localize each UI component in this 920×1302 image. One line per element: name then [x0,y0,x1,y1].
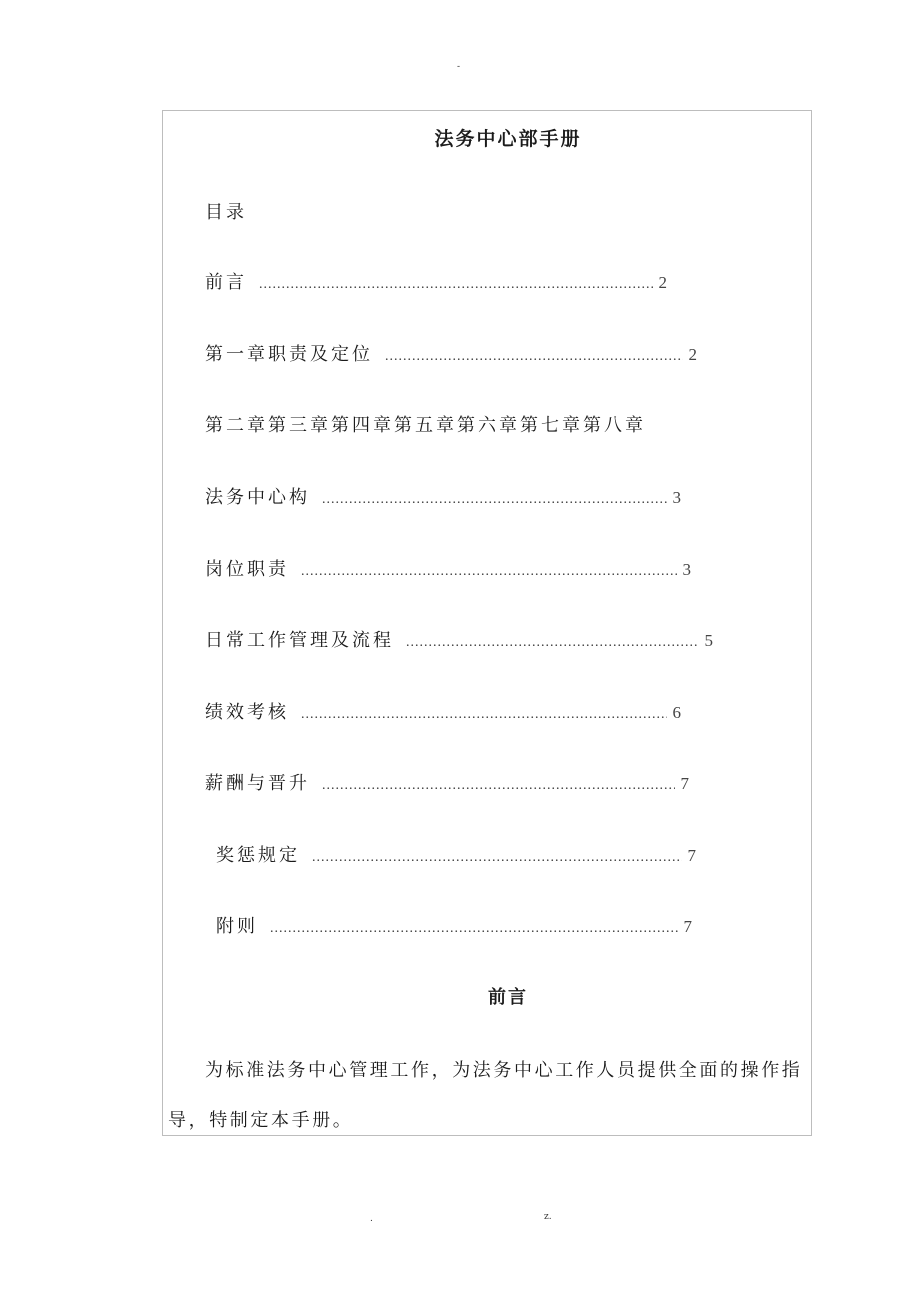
toc-page-number: 2 [658,273,667,292]
toc-entry-label: 前言 [205,272,247,293]
body-paragraph: 为标准法务中心管理工作，为法务中心工作人员提供全面的操作指导，特制定本手册。 [168,1060,803,1131]
section-heading: 前言 [488,987,528,1008]
toc-entry[interactable] [205,268,667,292]
toc-page-number: 2 [688,345,697,364]
toc-entry[interactable] [205,698,681,722]
toc-page-number: 5 [704,631,713,650]
toc-leader-dots [301,707,667,723]
toc-leader-dots [385,349,683,365]
toc-entry-label: 薪酬与晋升 [205,773,310,794]
toc-leader-dots [301,564,677,580]
toc-page-number: 3 [672,488,681,507]
toc-entry[interactable] [205,626,713,650]
toc-entry[interactable] [205,555,691,579]
toc-leader-dots [322,778,675,794]
toc-entry-label: 附则 [216,916,258,937]
toc-entry-label: 岗位职责 [205,559,289,580]
toc-page-number: 7 [680,774,689,793]
toc-page-number: 6 [672,703,681,722]
toc-page-number: 3 [682,560,691,579]
toc-leader-dots [259,277,653,293]
toc-page-number: 7 [687,846,696,865]
header-mark: - [457,62,461,72]
toc-leader-dots [312,850,682,866]
toc-entry[interactable] [205,411,646,437]
toc-entry-label: 奖惩规定 [216,845,300,866]
footer-mark-left: . [370,1214,373,1224]
toc-entry-label: 日常工作管理及流程 [205,630,394,651]
toc-entry[interactable] [216,841,696,865]
toc-entry-label: 第二章第三章第四章第五章第六章第七章第八章 [205,415,646,436]
toc-entry-label: 第一章职责及定位 [205,344,373,365]
toc-entry[interactable] [205,483,681,507]
toc-entry[interactable] [205,340,697,364]
toc-entry-label: 绩效考核 [205,702,289,723]
toc-entry[interactable] [205,769,689,793]
toc-leader-dots [406,635,699,651]
footer-mark-right: z. [544,1212,552,1222]
toc-page-number: 7 [683,917,692,936]
toc-leader-dots [270,921,678,937]
toc-entry-label: 法务中心构 [205,487,310,508]
document-title: 法务中心部手册 [434,128,582,150]
toc-heading: 目录 [205,202,247,223]
toc-leader-dots [322,492,667,508]
toc-entry[interactable] [216,912,692,936]
